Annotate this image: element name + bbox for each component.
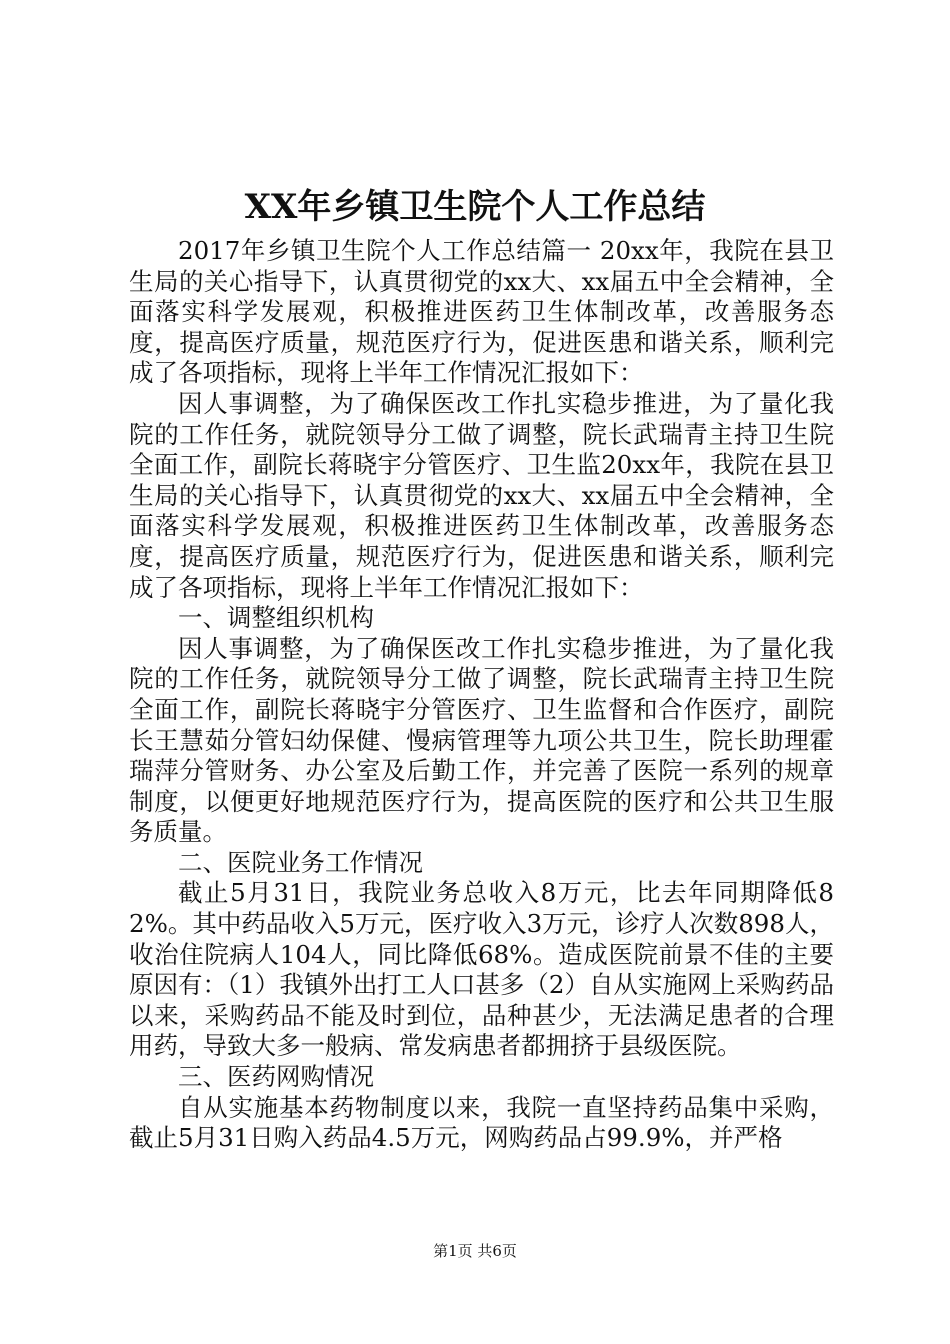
section-heading-online-purchase: 三、医药网购情况 bbox=[178, 1062, 374, 1092]
paragraph-organization: 因人事调整，为了确保医改工作扎实稳步推进，为了量化我院的工作任务，就院领导分工做了调整，院长武瑞青主持卫生院全面工作，副院长蒋晓宇分管医疗、卫生监督和合作医疗，副院长王慧茹分管妇幼保健、慢病管理等九项公共卫生，院长助理霍瑞萍分管财务、办公室及后勤工作，并完善了医院一系列的规章制度，以便更好地规范医疗行为，提高医院的医疗和公共卫生服务质量。 bbox=[129, 633, 834, 847]
section-heading-business: 二、医院业务工作情况 bbox=[178, 847, 423, 877]
page-footer: 第1页 共6页 bbox=[433, 1242, 517, 1260]
paragraph-intro: 2017年乡镇卫生院个人工作总结篇一 20xx年，我院在县卫生局的关心指导下，认真贯彻党的xx大、xx届五中全会精神，全面落实科学发展观，积极推进医药卫生体制改革，改善服务态度，提高医疗质量，规范医疗行为，促进医患和谐关系，顺利完成了各项指标，现将上半年工作情况汇报如下： bbox=[129, 236, 834, 388]
paragraph-staff-adjustment: 因人事调整，为了确保医改工作扎实稳步推进，为了量化我院的工作任务，就院领导分工做了调整，院长武瑞青主持卫生院全面工作，副院长蒋晓宇分管医疗、卫生监20xx年，我院在县卫生局的关心指导下，认真贯彻党的xx大、xx届五中全会精神，全面落实科学发展观，积极推进医药卫生体制改革，改善服务态度，提高医疗质量，规范医疗行为，促进医患和谐关系，顺利完成了各项指标，现将上半年工作情况汇报如下： bbox=[129, 388, 834, 602]
page-title: XX年乡镇卫生院个人工作总结 bbox=[244, 187, 706, 227]
section-heading-organization: 一、调整组织机构 bbox=[178, 603, 374, 633]
document-body bbox=[129, 236, 834, 1154]
paragraph-business: 截止5月31日，我院业务总收入8万元，比去年同期降低82%。其中药品收入5万元，医疗收入3万元，诊疗人次数898人，收治住院病人104人，同比降低68%。造成医院前景不佳的主要原因有：（1）我镇外出打工人口甚多（2）自从实施网上采购药品以来，采购药品不能及时到位，品种甚少，无法满足患者的合理用药，导致大多一般病、常发病患者都拥挤于县级医院。 bbox=[129, 878, 834, 1061]
paragraph-online-purchase: 自从实施基本药物制度以来，我院一直坚持药品集中采购，截止5月31日购入药品4.5万元，网购药品占99.9%，并严格 bbox=[129, 1092, 834, 1153]
